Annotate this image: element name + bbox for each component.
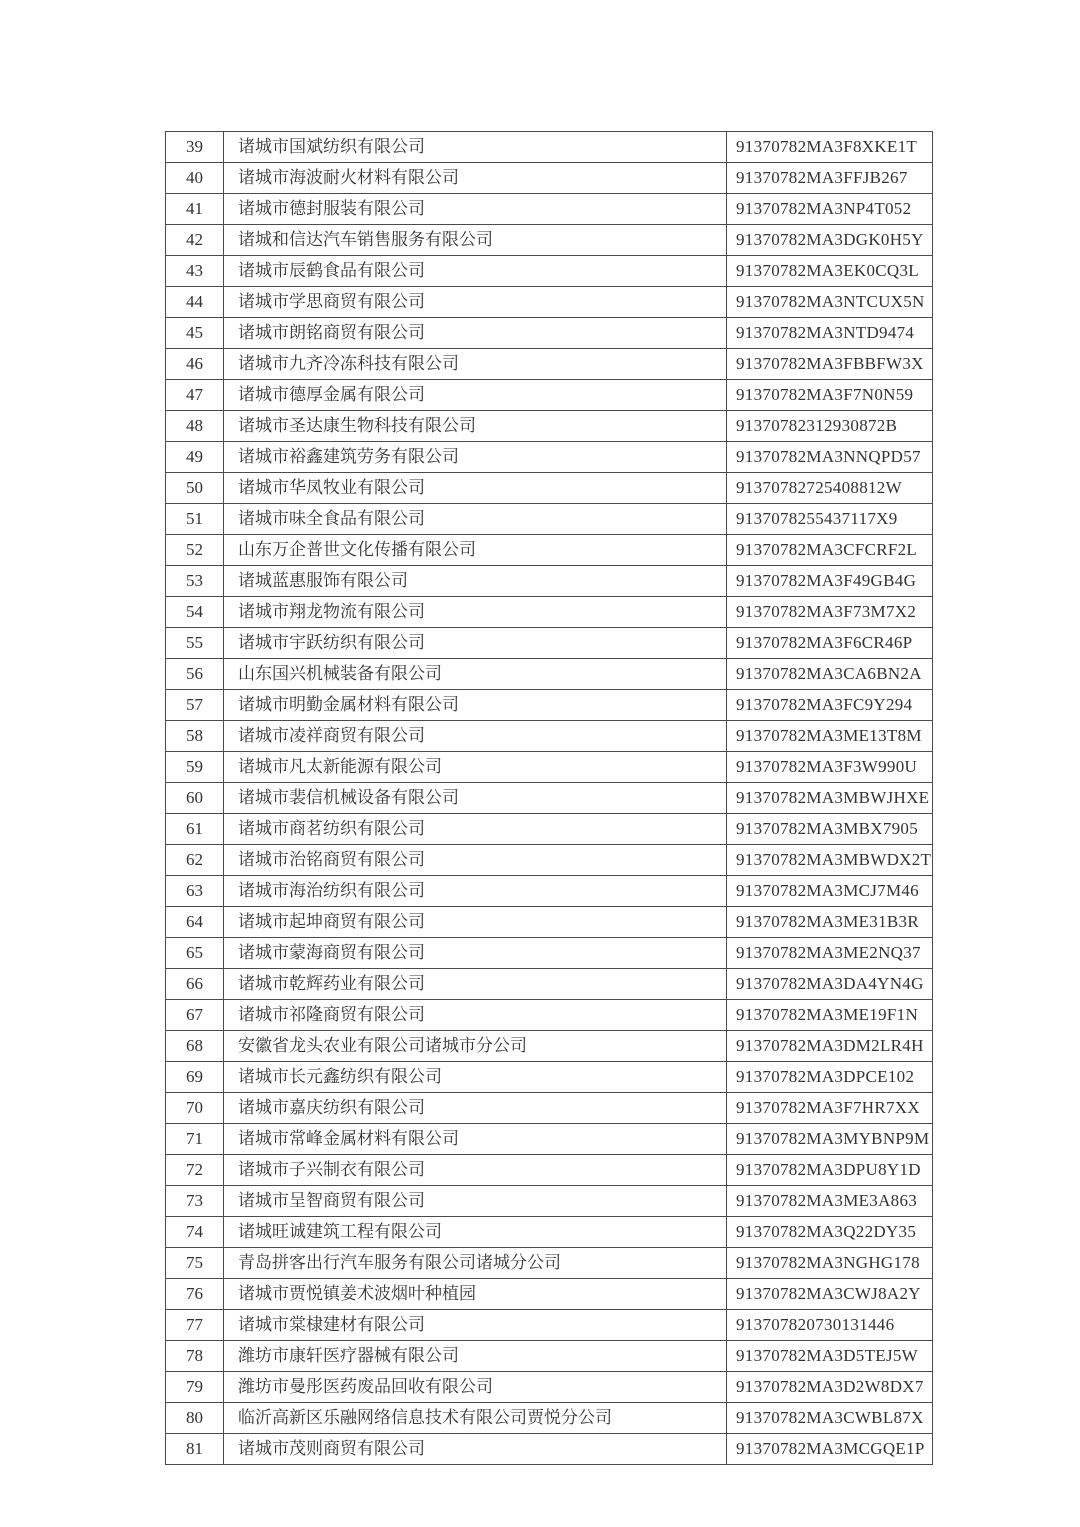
table-row — [166, 969, 933, 1000]
credit-code-cell: 91370782MA3FFJB267 — [727, 163, 933, 194]
table-row — [166, 1217, 933, 1248]
row-number-cell: 72 — [166, 1155, 224, 1186]
company-name-cell: 诸城市辰鹤食品有限公司 — [224, 256, 727, 287]
credit-code-cell: 91370782MA3F7HR7XX — [727, 1093, 933, 1124]
company-name-cell: 诸城市长元鑫纺织有限公司 — [224, 1062, 727, 1093]
company-registry-table — [165, 131, 933, 1465]
row-number-cell: 80 — [166, 1403, 224, 1434]
credit-code-cell: 91370782MA3ME13T8M — [727, 721, 933, 752]
table-row — [166, 504, 933, 535]
row-number-cell: 42 — [166, 225, 224, 256]
credit-code-cell: 91370782MA3D2W8DX7 — [727, 1372, 933, 1403]
table-row — [166, 132, 933, 163]
table-row — [166, 380, 933, 411]
company-name-cell: 诸城和信达汽车销售服务有限公司 — [224, 225, 727, 256]
company-name-cell: 诸城市嘉庆纺织有限公司 — [224, 1093, 727, 1124]
table-row — [166, 225, 933, 256]
company-name-cell: 诸城市国斌纺织有限公司 — [224, 132, 727, 163]
table-row — [166, 1279, 933, 1310]
row-number-cell: 70 — [166, 1093, 224, 1124]
company-name-cell: 诸城市商茗纺织有限公司 — [224, 814, 727, 845]
table-row — [166, 442, 933, 473]
credit-code-cell: 91370782MA3MCGQE1P — [727, 1434, 933, 1465]
credit-code-cell: 91370782MA3FBBFW3X — [727, 349, 933, 380]
company-name-cell: 诸城市凡太新能源有限公司 — [224, 752, 727, 783]
company-name-cell: 诸城蓝惠服饰有限公司 — [224, 566, 727, 597]
company-name-cell: 诸城市治铭商贸有限公司 — [224, 845, 727, 876]
row-number-cell: 68 — [166, 1031, 224, 1062]
company-name-cell: 诸城市朗铭商贸有限公司 — [224, 318, 727, 349]
row-number-cell: 54 — [166, 597, 224, 628]
credit-code-cell: 91370782MA3D5TEJ5W — [727, 1341, 933, 1372]
company-name-cell: 诸城市蒙海商贸有限公司 — [224, 938, 727, 969]
table-row — [166, 318, 933, 349]
row-number-cell: 58 — [166, 721, 224, 752]
row-number-cell: 59 — [166, 752, 224, 783]
company-name-cell: 诸城市华凤牧业有限公司 — [224, 473, 727, 504]
row-number-cell: 52 — [166, 535, 224, 566]
table-row — [166, 1093, 933, 1124]
credit-code-cell: 91370782MA3F6CR46P — [727, 628, 933, 659]
row-number-cell: 64 — [166, 907, 224, 938]
credit-code-cell: 91370782MA3NTCUX5N — [727, 287, 933, 318]
company-name-cell: 诸城市味全食品有限公司 — [224, 504, 727, 535]
credit-code-cell: 91370782MA3F73M7X2 — [727, 597, 933, 628]
credit-code-cell: 91370782MA3NGHG178 — [727, 1248, 933, 1279]
table-row — [166, 1031, 933, 1062]
table-row — [166, 287, 933, 318]
row-number-cell: 49 — [166, 442, 224, 473]
credit-code-cell: 91370782MA3CFCRF2L — [727, 535, 933, 566]
company-name-cell: 诸城市海治纺织有限公司 — [224, 876, 727, 907]
credit-code-cell: 91370782MA3MYBNP9M — [727, 1124, 933, 1155]
credit-code-cell: 91370782MA3DM2LR4H — [727, 1031, 933, 1062]
table-row — [166, 566, 933, 597]
row-number-cell: 43 — [166, 256, 224, 287]
table-row — [166, 256, 933, 287]
row-number-cell: 57 — [166, 690, 224, 721]
table-row — [166, 845, 933, 876]
row-number-cell: 46 — [166, 349, 224, 380]
table-row — [166, 783, 933, 814]
credit-code-cell: 91370782MA3FC9Y294 — [727, 690, 933, 721]
company-name-cell: 诸城市祁隆商贸有限公司 — [224, 1000, 727, 1031]
row-number-cell: 50 — [166, 473, 224, 504]
credit-code-cell: 91370782MA3ME31B3R — [727, 907, 933, 938]
table-row — [166, 721, 933, 752]
company-name-cell: 潍坊市曼彤医药废品回收有限公司 — [224, 1372, 727, 1403]
company-name-cell: 诸城市常峰金属材料有限公司 — [224, 1124, 727, 1155]
row-number-cell: 41 — [166, 194, 224, 225]
credit-code-cell: 91370782MA3EK0CQ3L — [727, 256, 933, 287]
company-name-cell: 诸城市德封服装有限公司 — [224, 194, 727, 225]
credit-code-cell: 91370782MA3NNQPD57 — [727, 442, 933, 473]
table-row — [166, 194, 933, 225]
credit-code-cell: 91370782MA3F49GB4G — [727, 566, 933, 597]
company-name-cell: 诸城市子兴制衣有限公司 — [224, 1155, 727, 1186]
credit-code-cell: 91370782MA3F7N0N59 — [727, 380, 933, 411]
company-name-cell: 诸城市呈智商贸有限公司 — [224, 1186, 727, 1217]
row-number-cell: 63 — [166, 876, 224, 907]
table-row — [166, 473, 933, 504]
row-number-cell: 60 — [166, 783, 224, 814]
row-number-cell: 75 — [166, 1248, 224, 1279]
row-number-cell: 65 — [166, 938, 224, 969]
credit-code-cell: 91370782MA3Q22DY35 — [727, 1217, 933, 1248]
company-name-cell: 诸城市裕鑫建筑劳务有限公司 — [224, 442, 727, 473]
table-row — [166, 659, 933, 690]
credit-code-cell: 91370782MA3MBWJHXE — [727, 783, 933, 814]
row-number-cell: 76 — [166, 1279, 224, 1310]
credit-code-cell: 91370782312930872B — [727, 411, 933, 442]
company-name-cell: 诸城市起坤商贸有限公司 — [224, 907, 727, 938]
credit-code-cell: 91370782MA3MBX7905 — [727, 814, 933, 845]
company-name-cell: 诸城市圣达康生物科技有限公司 — [224, 411, 727, 442]
company-name-cell: 临沂高新区乐融网络信息技术有限公司贾悦分公司 — [224, 1403, 727, 1434]
table-row — [166, 1124, 933, 1155]
credit-code-cell: 91370782MA3DPU8Y1D — [727, 1155, 933, 1186]
company-table-body — [166, 132, 933, 1465]
credit-code-cell: 91370782MA3DA4YN4G — [727, 969, 933, 1000]
company-name-cell: 诸城市贾悦镇姜术波烟叶种植园 — [224, 1279, 727, 1310]
table-row — [166, 1155, 933, 1186]
credit-code-cell: 91370782MA3CA6BN2A — [727, 659, 933, 690]
table-row — [166, 1434, 933, 1465]
row-number-cell: 45 — [166, 318, 224, 349]
credit-code-cell: 91370782MA3NTD9474 — [727, 318, 933, 349]
credit-code-cell: 91370782MA3DPCE102 — [727, 1062, 933, 1093]
company-name-cell: 诸城市茂则商贸有限公司 — [224, 1434, 727, 1465]
table-row — [166, 876, 933, 907]
table-row — [166, 1248, 933, 1279]
row-number-cell: 62 — [166, 845, 224, 876]
row-number-cell: 69 — [166, 1062, 224, 1093]
table-row — [166, 1403, 933, 1434]
row-number-cell: 61 — [166, 814, 224, 845]
credit-code-cell: 91370782MA3DGK0H5Y — [727, 225, 933, 256]
table-row — [166, 349, 933, 380]
row-number-cell: 66 — [166, 969, 224, 1000]
credit-code-cell: 91370782MA3ME2NQ37 — [727, 938, 933, 969]
table-row — [166, 907, 933, 938]
row-number-cell: 77 — [166, 1310, 224, 1341]
row-number-cell: 53 — [166, 566, 224, 597]
company-name-cell: 山东万企普世文化传播有限公司 — [224, 535, 727, 566]
row-number-cell: 67 — [166, 1000, 224, 1031]
row-number-cell: 48 — [166, 411, 224, 442]
company-name-cell: 诸城市九齐冷冻科技有限公司 — [224, 349, 727, 380]
table-row — [166, 411, 933, 442]
table-row — [166, 690, 933, 721]
table-row — [166, 1186, 933, 1217]
row-number-cell: 47 — [166, 380, 224, 411]
row-number-cell: 73 — [166, 1186, 224, 1217]
company-name-cell: 诸城市乾辉药业有限公司 — [224, 969, 727, 1000]
row-number-cell: 44 — [166, 287, 224, 318]
row-number-cell: 56 — [166, 659, 224, 690]
table-row — [166, 535, 933, 566]
table-row — [166, 1000, 933, 1031]
company-name-cell: 安徽省龙头农业有限公司诸城市分公司 — [224, 1031, 727, 1062]
row-number-cell: 79 — [166, 1372, 224, 1403]
company-name-cell: 诸城市学思商贸有限公司 — [224, 287, 727, 318]
company-name-cell: 诸城市明勤金属材料有限公司 — [224, 690, 727, 721]
credit-code-cell: 91370782MA3ME3A863 — [727, 1186, 933, 1217]
table-row — [166, 597, 933, 628]
credit-code-cell: 91370782MA3MCJ7M46 — [727, 876, 933, 907]
row-number-cell: 78 — [166, 1341, 224, 1372]
credit-code-cell: 91370782MA3CWJ8A2Y — [727, 1279, 933, 1310]
row-number-cell: 71 — [166, 1124, 224, 1155]
table-row — [166, 628, 933, 659]
row-number-cell: 51 — [166, 504, 224, 535]
table-row — [166, 938, 933, 969]
credit-code-cell: 91370782MA3NP4T052 — [727, 194, 933, 225]
credit-code-cell: 913707820730131446 — [727, 1310, 933, 1341]
row-number-cell: 40 — [166, 163, 224, 194]
company-name-cell: 山东国兴机械装备有限公司 — [224, 659, 727, 690]
credit-code-cell: 91370782MA3MBWDX2T — [727, 845, 933, 876]
credit-code-cell: 91370782MA3F8XKE1T — [727, 132, 933, 163]
table-row — [166, 814, 933, 845]
company-name-cell: 诸城市凌祥商贸有限公司 — [224, 721, 727, 752]
row-number-cell: 55 — [166, 628, 224, 659]
company-name-cell: 诸城市裴信机械设备有限公司 — [224, 783, 727, 814]
table-row — [166, 752, 933, 783]
table-row — [166, 1341, 933, 1372]
company-name-cell: 诸城市翔龙物流有限公司 — [224, 597, 727, 628]
company-name-cell: 诸城市海波耐火材料有限公司 — [224, 163, 727, 194]
row-number-cell: 39 — [166, 132, 224, 163]
row-number-cell: 81 — [166, 1434, 224, 1465]
table-row — [166, 1310, 933, 1341]
credit-code-cell: 91370782725408812W — [727, 473, 933, 504]
table-row — [166, 1372, 933, 1403]
company-name-cell: 青岛拼客出行汽车服务有限公司诸城分公司 — [224, 1248, 727, 1279]
company-name-cell: 诸城旺诚建筑工程有限公司 — [224, 1217, 727, 1248]
company-name-cell: 诸城市棠棣建材有限公司 — [224, 1310, 727, 1341]
row-number-cell: 74 — [166, 1217, 224, 1248]
credit-code-cell: 9137078255437117X9 — [727, 504, 933, 535]
company-name-cell: 诸城市宇跃纺织有限公司 — [224, 628, 727, 659]
credit-code-cell: 91370782MA3ME19F1N — [727, 1000, 933, 1031]
company-name-cell: 潍坊市康轩医疗器械有限公司 — [224, 1341, 727, 1372]
credit-code-cell: 91370782MA3F3W990U — [727, 752, 933, 783]
table-row — [166, 1062, 933, 1093]
credit-code-cell: 91370782MA3CWBL87X — [727, 1403, 933, 1434]
table-row — [166, 163, 933, 194]
company-name-cell: 诸城市德厚金属有限公司 — [224, 380, 727, 411]
